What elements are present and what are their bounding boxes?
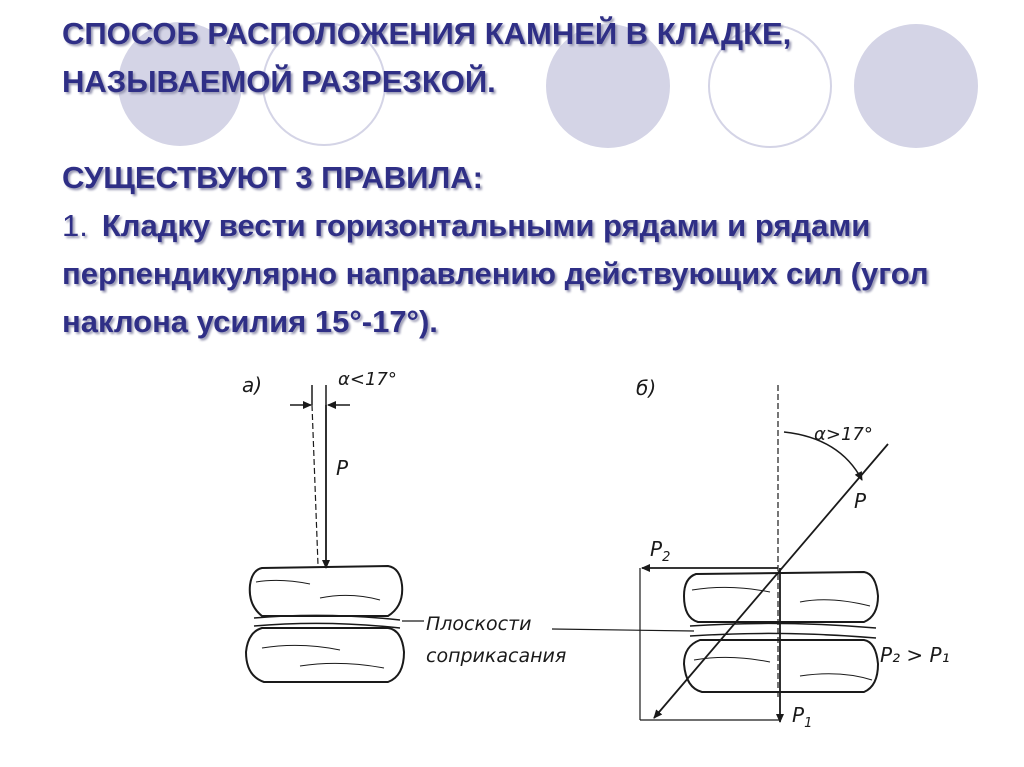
stone-lower-a [246,628,404,682]
inequality-label: P₂ > P₁ [880,643,950,667]
rule-1-number: 1. [62,208,88,243]
stone-texture [694,657,872,680]
slide-title-line-1: СПОСОБ РАСПОЛОЖЕНИЯ КАМНЕЙ В КЛАДКЕ, [62,16,792,51]
force-arrow-b [654,444,888,718]
stone-texture [256,580,380,600]
angle-label-a: α<17° [338,369,397,390]
force-label-a: P [336,456,349,480]
angle-label-b: α>17° [814,424,873,445]
stone-texture [262,645,384,668]
stone-upper-a [250,566,402,616]
force-label-b: P [854,489,867,513]
rules-heading: СУЩЕСТВУЮТ 3 ПРАВИЛА: [62,160,483,195]
vertical-axis-a [312,405,318,565]
force-label-p1: $P_1$ [792,703,813,731]
rule-1-text: Кладку вести горизонтальными рядами и рядами перпендикулярно направлению действующих сил (угол наклона усилия 15°-17°). [62,208,929,339]
slide-title-line-2: НАЗЫВАЕМОЙ РАЗРЕЗКОЙ. [62,64,496,99]
stone-upper-b [684,572,878,622]
contact-label-line-1: Плоскости [426,613,532,635]
stone-texture [692,587,870,606]
label-b: б) [636,376,657,400]
contact-label-line-2: соприкасания [426,645,567,667]
force-label-p2: $P_2$ [650,537,671,565]
label-a: а) [242,373,263,397]
contact-plane-a [254,615,400,628]
contact-leader-b [552,629,694,631]
contact-plane-b [690,623,876,638]
